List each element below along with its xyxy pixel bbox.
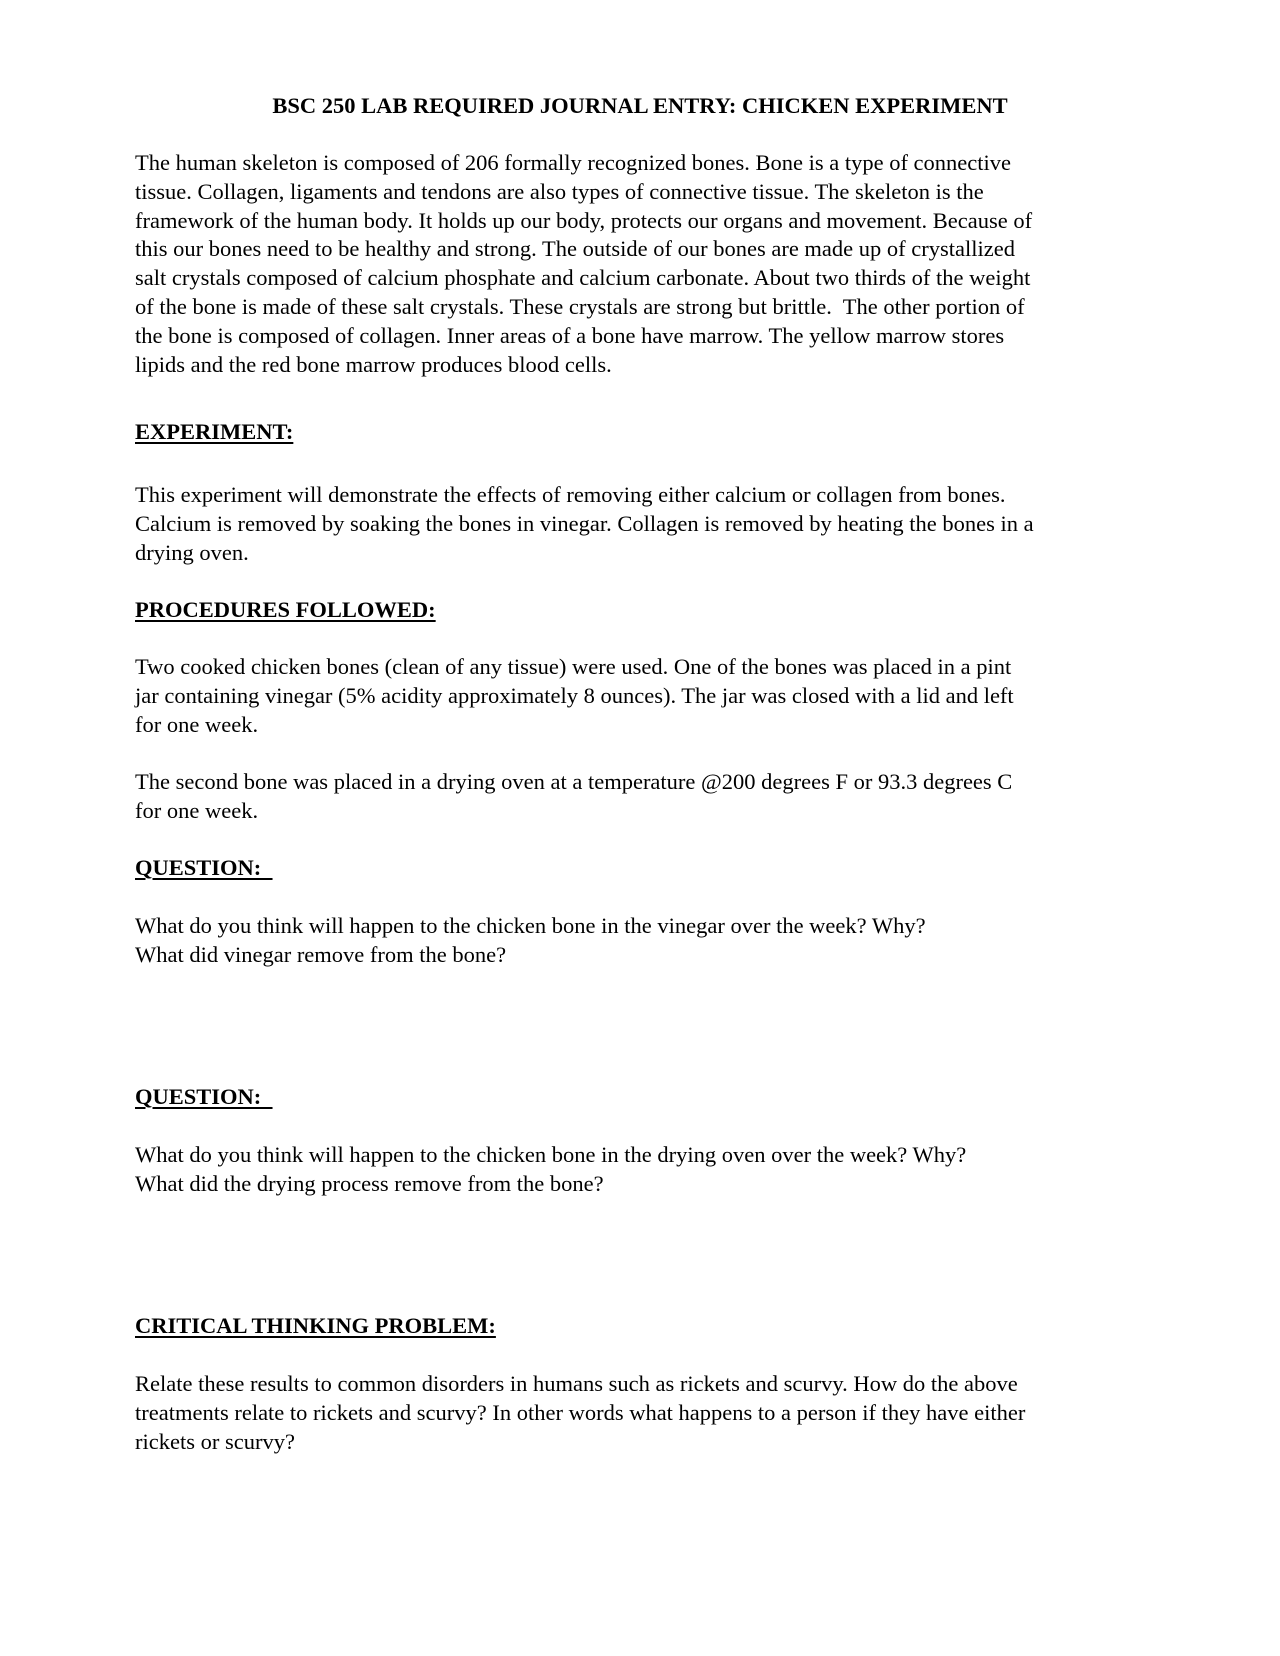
critical-thinking-text <box>135 1370 1145 1456</box>
critical-line: Relate these results to common disorders in humans such as rickets and scurvy. How do the above <box>135 1371 1018 1396</box>
question-2-text <box>135 1141 1145 1199</box>
experiment-paragraph <box>135 481 1145 567</box>
intro-line: lipids and the red bone marrow produces blood cells. <box>135 351 612 377</box>
procedures-paragraph-1 <box>135 653 1145 739</box>
question-line: What do you think will happen to the chicken bone in the vinegar over the week? Why? <box>135 913 926 938</box>
critical-line: rickets or scurvy? <box>135 1428 295 1454</box>
procedures-heading: PROCEDURES FOLLOWED: <box>135 597 436 622</box>
critical-thinking-heading: CRITICAL THINKING PROBLEM: <box>135 1313 496 1338</box>
experiment-heading: EXPERIMENT: <box>135 419 294 444</box>
procedures-line: The second bone was placed in a drying oven at a temperature @200 degrees F or 93.3 degrees C <box>135 769 1013 794</box>
question-line: What do you think will happen to the chicken bone in the drying oven over the week? Why? <box>135 1142 967 1167</box>
intro-line: this our bones need to be healthy and strong. The outside of our bones are made up of crystallized <box>135 236 1015 262</box>
question-2-heading: QUESTION: <box>135 1084 273 1109</box>
critical-line: treatments relate to rickets and scurvy? In other words what happens to a person if they have either <box>135 1399 1026 1425</box>
intro-line: tissue. Collagen, ligaments and tendons are also types of connective tissue. The skeleton is the <box>135 178 984 204</box>
intro-line: The human skeleton is composed of 206 formally recognized bones. Bone is a type of connective <box>135 150 1012 175</box>
intro-line: salt crystals composed of calcium phosphate and calcium carbonate. About two thirds of the weight <box>135 265 1031 291</box>
intro-line: framework of the human body. It holds up our body, protects our organs and movement. Because of <box>135 207 1033 233</box>
intro-paragraph <box>135 149 1145 379</box>
procedures-paragraph-2 <box>135 768 1145 826</box>
intro-line: the bone is composed of collagen. Inner areas of a bone have marrow. The yellow marrow stores <box>135 322 1005 348</box>
intro-line: of the bone is made of these salt crystals. These crystals are strong but brittle. The other portion of <box>135 293 1025 319</box>
procedures-line: for one week. <box>135 711 259 737</box>
procedures-line: jar containing vinegar (5% acidity approximately 8 ounces). The jar was closed with a lid and left <box>135 682 1014 708</box>
experiment-line: This experiment will demonstrate the effects of removing either calcium or collagen from bones. <box>135 482 1006 507</box>
question-1-heading: QUESTION: <box>135 855 273 880</box>
document-title: BSC 250 LAB REQUIRED JOURNAL ENTRY: CHICKEN EXPERIMENT <box>272 93 1008 118</box>
experiment-line: Calcium is removed by soaking the bones in vinegar. Collagen is removed by heating the bones in a <box>135 510 1034 536</box>
question-1-text <box>135 912 1145 970</box>
experiment-line: drying oven. <box>135 539 249 565</box>
procedures-line: for one week. <box>135 797 259 823</box>
question-line: What did vinegar remove from the bone? <box>135 941 507 967</box>
question-line: What did the drying process remove from the bone? <box>135 1170 604 1196</box>
procedures-line: Two cooked chicken bones (clean of any tissue) were used. One of the bones was placed in a pint <box>135 654 1012 679</box>
